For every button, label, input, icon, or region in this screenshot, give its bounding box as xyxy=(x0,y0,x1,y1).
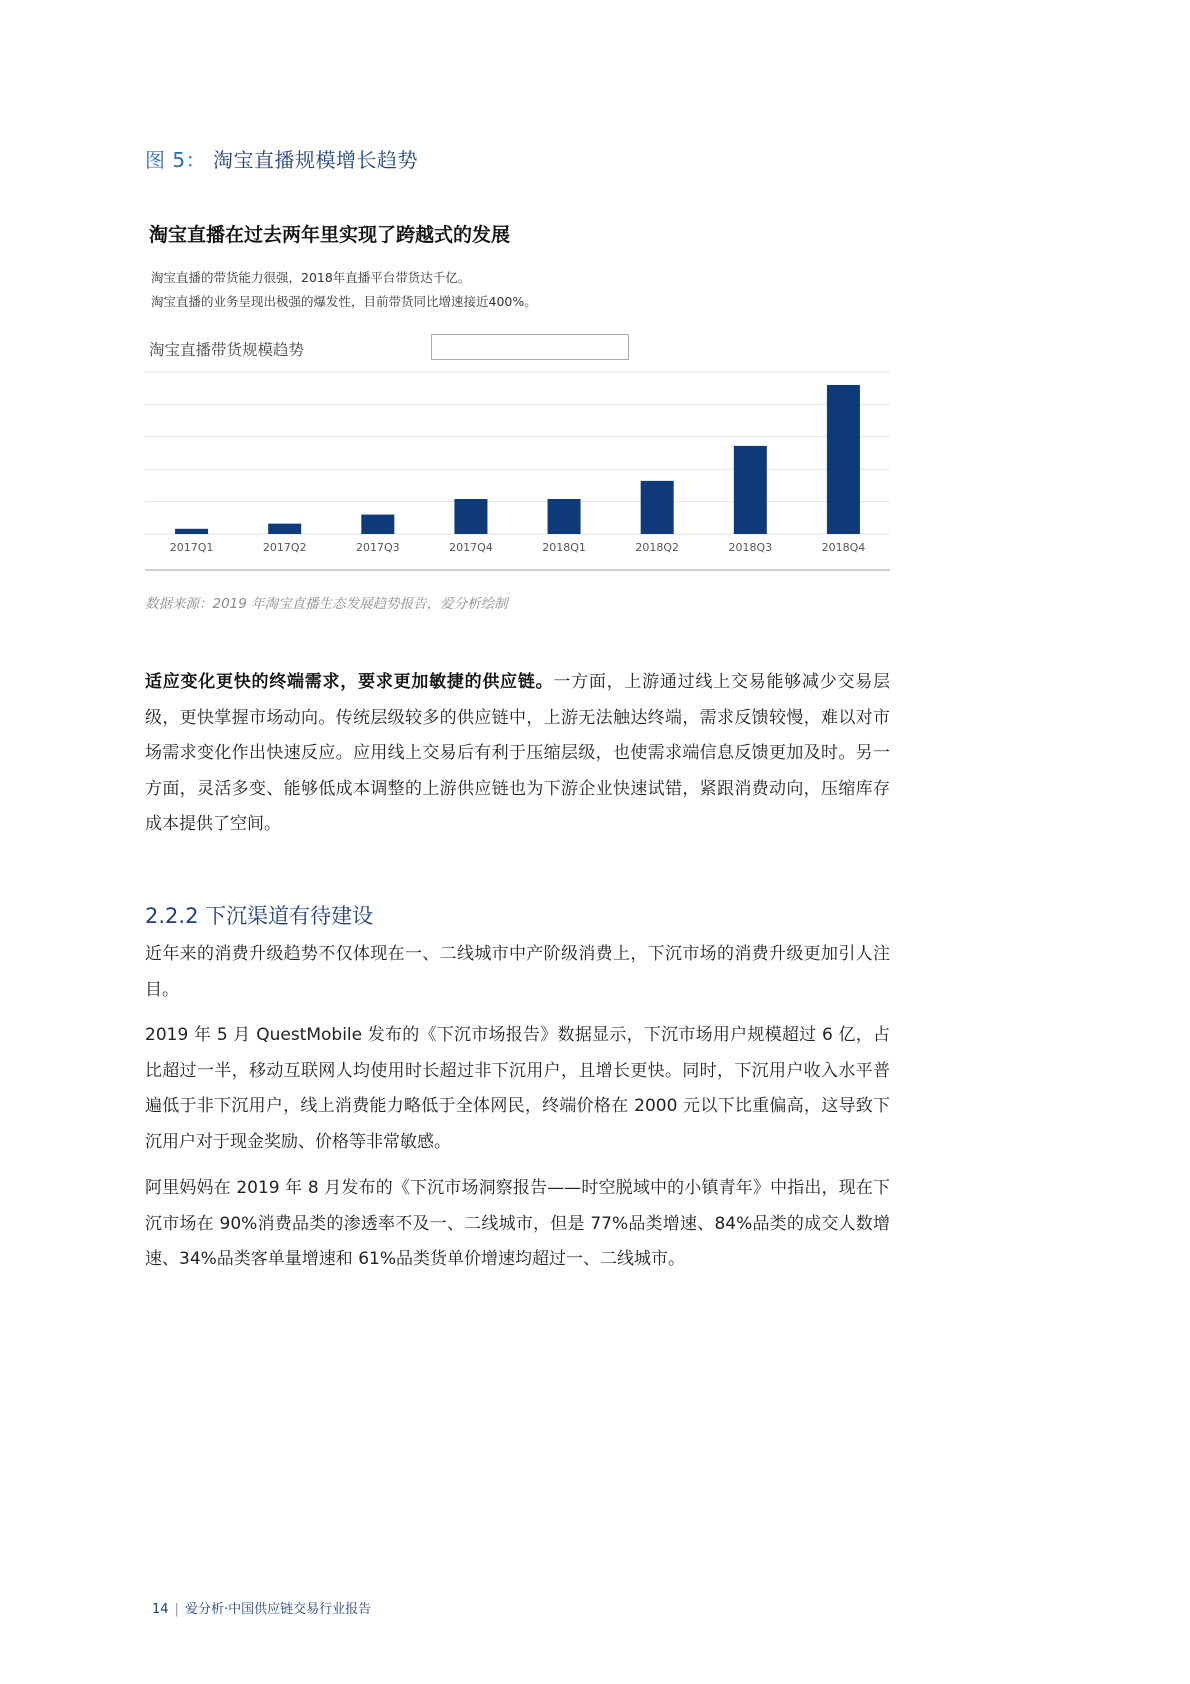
chart-headline: 淘宝直播在过去两年里实现了跨越式的发展 xyxy=(149,224,511,246)
section-heading: 2.2.2 下沉渠道有待建设 xyxy=(145,904,374,928)
page-footer xyxy=(152,1598,371,1617)
figure-title: 淘宝直播规模增长趋势 xyxy=(212,148,418,172)
bar-chart xyxy=(145,364,890,574)
chart-tick-label: 2018Q2 xyxy=(635,541,680,554)
paragraph-body: 一方面，上游通过线上交易能够减少交易层级，更快掌握市场动向。传统层级较多的供应链中，上游无法触达终端，需求反馈较慢，难以对市场需求变化作出快速反应。应用线上交易后有利于压缩层级，也使需求端信息反馈更加及时。另一方面，灵活多变、能够低成本调整的上游供应链也为下游企业快速试错，紧跟消费动向，压缩库存成本提供了空间。 xyxy=(145,672,890,834)
paragraph-consumption-upgrade: 近年来的消费升级趋势不仅体现在一、二线城市中产阶级消费上，下沉市场的消费升级更加引人注目。 xyxy=(145,944,890,1000)
chart-subtitle-line2: 淘宝直播的业务呈现出极强的爆发性，目前带货同比增速接近400%。 xyxy=(151,294,537,309)
report-title: 爱分析·中国供应链交易行业报告 xyxy=(184,1602,372,1617)
figure-caption xyxy=(145,144,418,173)
figure-source: 数据来源：2019 年淘宝直播生态发展趋势报告，爱分析绘制 xyxy=(145,596,508,612)
paragraph-lead-bold: 适应变化更快的终端需求，要求更加敏捷的供应链。 xyxy=(145,672,554,692)
chart-tick-label: 2018Q1 xyxy=(542,541,586,554)
chart-title: 淘宝直播带货规模趋势 xyxy=(149,341,305,359)
chart-bar-2017Q4 xyxy=(454,499,487,534)
footer-separator: | xyxy=(174,1602,179,1617)
chart-tick-label: 2018Q3 xyxy=(728,541,773,554)
chart-bar-2018Q2 xyxy=(641,481,674,534)
figure-label: 图 5： xyxy=(145,148,207,172)
chart-bar-2018Q1 xyxy=(548,499,581,534)
chart-bar-2018Q3 xyxy=(734,446,767,534)
chart-tick-label: 2017Q2 xyxy=(262,541,307,554)
chart-tick-label: 2017Q4 xyxy=(449,541,493,554)
chart-tick-label: 2018Q4 xyxy=(821,541,866,554)
chart-legend-box xyxy=(431,334,629,360)
chart-subtitle-line1: 淘宝直播的带货能力很强，2018年直播平台带货达千亿。 xyxy=(151,270,471,285)
paragraph-questmobile: 2019 年 5 月 QuestMobile 发布的《下沉市场报告》数据显示，下沉市场用户规模超过 6 亿，占比超过一半，移动互联网人均使用时长超过非下沉用户，且增长更快。同时，下沉用户收入水平普遍低于非下沉用户，线上消费能力略低于全体网民，终端价格在 2000 元以下比重偏高，这导致下沉用户对于现金奖励、价格等非常敏感。 xyxy=(145,1025,890,1152)
page-number: 14 xyxy=(152,1602,169,1617)
chart-tick-label: 2017Q1 xyxy=(169,541,214,554)
chart-bar-2017Q1 xyxy=(175,529,208,534)
chart-panel xyxy=(145,214,890,574)
chart-bar-2018Q4 xyxy=(827,385,860,534)
paragraph-supply-chain xyxy=(145,665,890,843)
chart-bar-2017Q2 xyxy=(268,524,301,534)
chart-bar-2017Q3 xyxy=(361,515,394,534)
chart-tick-label: 2017Q3 xyxy=(355,541,400,554)
paragraph-alimama: 阿里妈妈在 2019 年 8 月发布的《下沉市场洞察报告——时空脱域中的小镇青年》中指出，现在下沉市场在 90%消费品类的渗透率不及一、二线城市，但是 77%品类增速、84%品类的成交人数增速、34%品类客单量增速和 61%品类货单价增速均超过一、二线城市。 xyxy=(145,1178,890,1269)
